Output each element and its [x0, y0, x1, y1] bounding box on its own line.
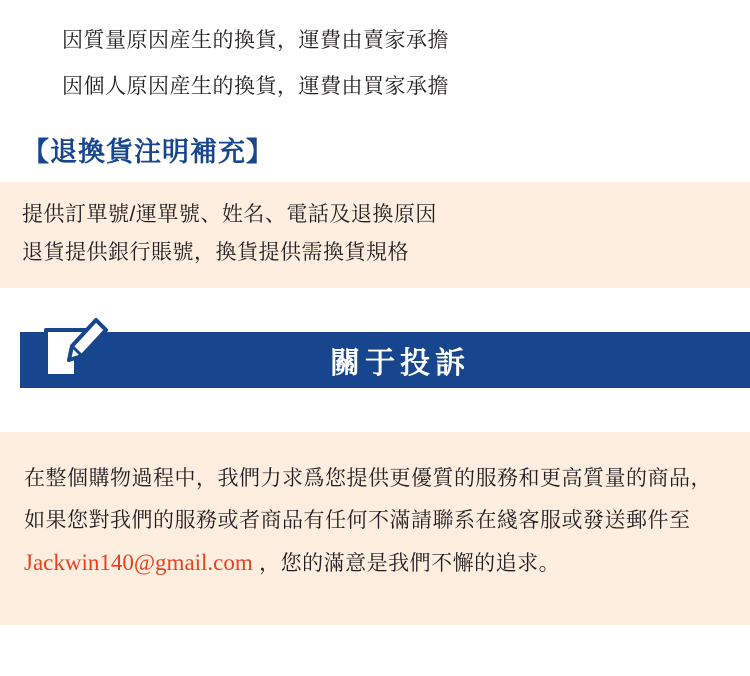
support-email-link[interactable]: Jackwin140@gmail.com — [24, 550, 253, 575]
complaint-banner — [0, 332, 750, 388]
shipping-note-quality: 因質量原因産生的換貨，運費由賣家承擔 — [62, 29, 449, 52]
shipping-note-personal: 因個人原因産生的換貨，運費由買家承擔 — [62, 75, 449, 98]
return-requirement-line-2: 退貨提供銀行賬號，換貨提供需換貨規格 — [22, 241, 409, 264]
shipping-responsibility-notes — [0, 0, 750, 110]
pencil-edit-icon — [38, 310, 120, 392]
return-requirements-box — [0, 182, 750, 288]
complaint-content-box — [0, 432, 750, 625]
return-exchange-heading: 【退換貨注明補充】 — [22, 137, 274, 167]
complaint-paragraph — [24, 458, 732, 585]
return-requirement-line-1: 提供訂單號/運單號、姓名、電話及退換原因 — [22, 203, 437, 226]
complaint-banner-bar — [20, 332, 750, 388]
complaint-text-before-email: 在整個購物過程中，我們力求爲您提供更優質的服務和更高質量的商品，如果您對我們的服務或者商品有任何不滿請聯系在綫客服或發送郵件至 — [24, 467, 712, 532]
complaint-banner-title: 關于投訴 — [330, 347, 470, 380]
complaint-text-after-email: ，您的滿意是我們不懈的追求。 — [252, 552, 561, 575]
